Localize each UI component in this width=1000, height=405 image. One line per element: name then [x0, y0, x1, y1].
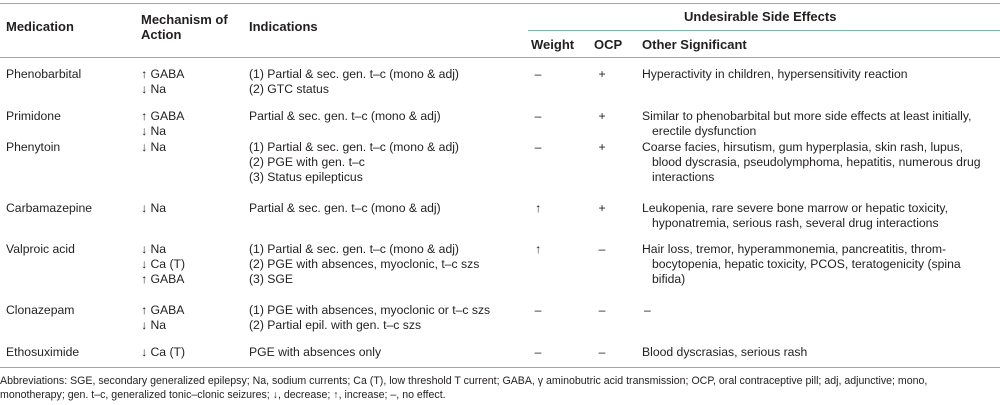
- row-mechanism: ↓ Na: [141, 201, 167, 215]
- row-other-effect: Hair loss, tremor, hyperammonemia, pancreatitis, throm-: [642, 242, 947, 256]
- row-ocp: –: [598, 242, 606, 256]
- row-other-effect: blood dyscrasia, pseudolymphoma, hepatitis, numerous drug: [652, 155, 981, 169]
- row-medication: Primidone: [6, 109, 61, 123]
- row-medication: Valproic acid: [6, 242, 75, 256]
- row-medication: Clonazepam: [6, 303, 75, 317]
- row-mechanism: ↓ Na: [141, 82, 167, 96]
- side-effects-group-rule: [528, 30, 1000, 31]
- row-mechanism: ↑ GABA: [141, 109, 185, 123]
- header-bottom-rule: [0, 57, 1000, 58]
- row-mechanism: ↓ Na: [141, 124, 167, 138]
- row-other-effect: bocytopenia, hepatic toxicity, PCOS, teratogenicity (spina: [652, 257, 961, 271]
- row-other-effect: –: [644, 303, 651, 317]
- row-mechanism: ↓ Ca (T): [141, 257, 186, 271]
- row-other-effect: erectile dysfunction: [652, 124, 757, 138]
- row-weight: –: [534, 67, 542, 81]
- row-weight: –: [534, 303, 542, 317]
- row-mechanism: ↑ GABA: [141, 303, 185, 317]
- header-mechanism-line1: Mechanism of: [141, 12, 228, 27]
- row-other-effect: interactions: [652, 170, 715, 184]
- row-other-effect: Hyperactivity in children, hypersensitivity reaction: [642, 67, 908, 81]
- row-ocp: +: [598, 140, 606, 154]
- row-indication: (1) Partial & sec. gen. t–c (mono & adj): [249, 67, 459, 81]
- row-indication: (2) Partial epil. with gen. t–c szs: [249, 318, 422, 332]
- row-indication: (2) GTC status: [249, 82, 329, 96]
- row-indication: (1) Partial & sec. gen. t–c (mono & adj): [249, 242, 459, 256]
- row-medication: Phenobarbital: [6, 67, 82, 81]
- row-ocp: –: [598, 303, 606, 317]
- row-ocp: +: [598, 109, 606, 123]
- row-mechanism: ↓ Ca (T): [141, 345, 186, 359]
- row-mechanism: ↓ Na: [141, 140, 167, 154]
- table-bottom-rule: [0, 367, 1000, 368]
- row-mechanism: ↑ GABA: [141, 272, 185, 286]
- table-top-rule: [0, 3, 1000, 4]
- row-weight: ↑: [534, 242, 542, 256]
- row-weight: –: [534, 140, 542, 154]
- header-medication: Medication: [6, 19, 74, 34]
- row-other-effect: Coarse facies, hirsutism, gum hyperplasia, skin rash, lupus,: [642, 140, 964, 154]
- row-ocp: +: [598, 201, 606, 215]
- row-indication: Partial & sec. gen. t–c (mono & adj): [249, 109, 441, 123]
- row-mechanism: ↓ Na: [141, 318, 167, 332]
- row-medication: Ethosuximide: [6, 345, 80, 359]
- row-weight: –: [534, 109, 542, 123]
- footnote-line: Abbreviations: SGE, secondary generalized epilepsy; Na, sodium currents; Ca (T), low threshold T current; GABA, γ aminobutric acid transmission; OCP, oral contraceptive pill; adj, adjunctive; mono,: [0, 375, 928, 387]
- row-weight: ↑: [534, 201, 542, 215]
- header-mechanism-line2: Action: [141, 27, 182, 42]
- row-indication: (2) PGE with absences, myoclonic, t–c szs: [249, 257, 480, 271]
- row-indication: (1) Partial & sec. gen. t–c (mono & adj): [249, 140, 459, 154]
- row-medication: Phenytoin: [6, 140, 61, 154]
- row-indication: PGE with absences only: [249, 345, 382, 359]
- row-indication: (1) PGE with absences, myoclonic or t–c szs: [249, 303, 491, 317]
- row-other-effect: Leukopenia, rare severe bone marrow or hepatic toxicity,: [642, 201, 948, 215]
- header-indications: Indications: [249, 19, 318, 34]
- row-other-effect: Similar to phenobarbital but more side effects at least initially,: [642, 109, 972, 123]
- row-medication: Carbamazepine: [6, 201, 93, 215]
- row-ocp: –: [598, 345, 606, 359]
- header-side-effects: Undesirable Side Effects: [684, 9, 837, 24]
- row-indication: Partial & sec. gen. t–c (mono & adj): [249, 201, 441, 215]
- header-other-significant: Other Significant: [642, 37, 747, 52]
- row-other-effect: bifida): [652, 272, 686, 286]
- row-mechanism: ↑ GABA: [141, 67, 185, 81]
- footnote-line: monotherapy; gen. t–c, generalized tonic–clonic seizures; ↓, decrease; ↑, increase; –, no effect.: [0, 389, 446, 401]
- row-other-effect: Blood dyscrasias, serious rash: [642, 345, 808, 359]
- row-indication: (3) Status epilepticus: [249, 170, 363, 184]
- row-other-effect: hyponatremia, serious rash, several drug interactions: [652, 216, 939, 230]
- row-ocp: +: [598, 67, 606, 81]
- row-indication: (2) PGE with gen. t–c: [249, 155, 365, 169]
- row-indication: (3) SGE: [249, 272, 294, 286]
- row-weight: –: [534, 345, 542, 359]
- header-ocp: OCP: [594, 37, 623, 52]
- header-weight: Weight: [531, 37, 575, 52]
- row-mechanism: ↓ Na: [141, 242, 167, 256]
